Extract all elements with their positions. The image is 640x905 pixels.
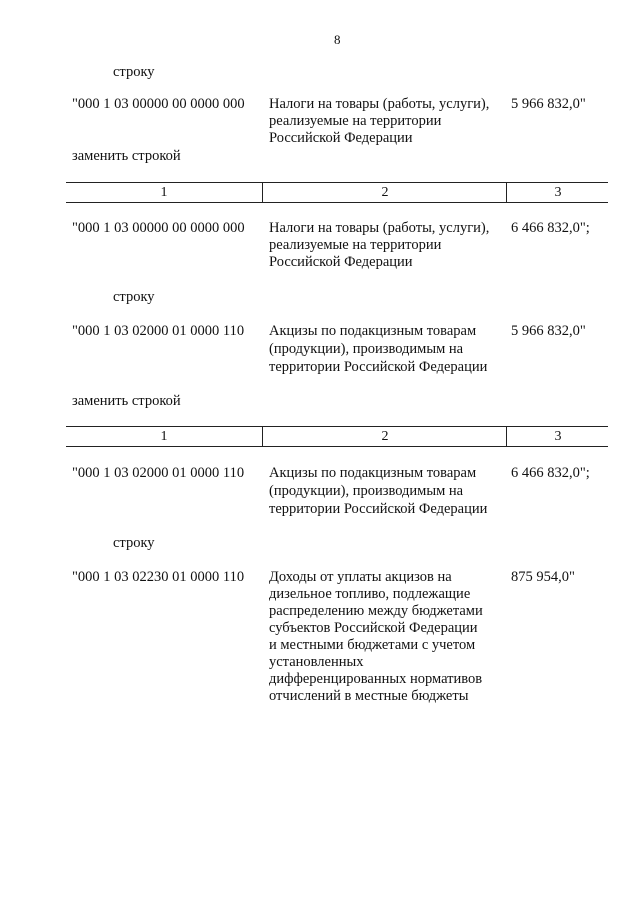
row-4-code: "000 1 03 02000 01 0000 110 bbox=[72, 465, 245, 481]
row-5-desc-line-8: отчислений в местные бюджеты bbox=[269, 688, 469, 704]
row-5-desc-line-4: субъектов Российской Федерации bbox=[269, 620, 478, 636]
row-2-desc-line-3: Российской Федерации bbox=[269, 254, 413, 270]
column-header-1-col-1: 1 bbox=[160, 185, 168, 200]
column-header-2-col-1: 1 bbox=[160, 429, 168, 444]
row-5-code: "000 1 03 02230 01 0000 110 bbox=[72, 569, 245, 585]
row-1-desc-line-1: Налоги на товары (работы, услуги), bbox=[269, 96, 490, 112]
label-replace-1: заменить строкой bbox=[72, 148, 181, 164]
row-3-desc-line-2: (продукции), производимым на bbox=[269, 341, 464, 357]
row-5-desc-line-3: распределению между бюджетами bbox=[269, 603, 483, 619]
row-3-value: 5 966 832,0" bbox=[511, 323, 586, 339]
column-header-2-col-2: 2 bbox=[262, 427, 507, 446]
row-3-desc-line-3: территории Российской Федерации bbox=[269, 359, 488, 375]
page-number: 8 bbox=[334, 32, 341, 47]
label-stroku-3: строку bbox=[113, 535, 155, 551]
row-5-desc-line-7: дифференцированных нормативов bbox=[269, 671, 483, 687]
row-5-desc-line-5: и местными бюджетами с учетом bbox=[269, 637, 476, 653]
row-4-desc-line-3: территории Российской Федерации bbox=[269, 501, 488, 517]
row-5-desc-line-1: Доходы от уплаты акцизов на bbox=[269, 569, 452, 585]
column-header-2 bbox=[66, 426, 608, 447]
row-3-desc-line-1: Акцизы по подакцизным товарам bbox=[269, 323, 477, 339]
row-4-desc-line-1: Акцизы по подакцизным товарам bbox=[269, 465, 477, 481]
row-5-desc-line-6: установленных bbox=[269, 654, 364, 670]
row-1-desc-line-2: реализуемые на территории bbox=[269, 113, 442, 129]
column-header-2-col-3: 3 bbox=[506, 427, 609, 446]
label-stroku-2: строку bbox=[113, 289, 155, 305]
row-2-desc-line-1: Налоги на товары (работы, услуги), bbox=[269, 220, 490, 236]
label-stroku-1: строку bbox=[113, 64, 155, 80]
row-1-code: "000 1 03 00000 00 0000 000 bbox=[72, 96, 245, 112]
column-header-1-col-2: 2 bbox=[262, 183, 507, 202]
row-3-code: "000 1 03 02000 01 0000 110 bbox=[72, 323, 245, 339]
row-5-value: 875 954,0" bbox=[511, 569, 575, 585]
row-2-value: 6 466 832,0"; bbox=[511, 220, 590, 236]
row-1-desc-line-3: Российской Федерации bbox=[269, 130, 413, 146]
row-2-desc-line-2: реализуемые на территории bbox=[269, 237, 442, 253]
row-2-code: "000 1 03 00000 00 0000 000 bbox=[72, 220, 245, 236]
row-1-value: 5 966 832,0" bbox=[511, 96, 586, 112]
column-header-1-col-3: 3 bbox=[506, 183, 609, 202]
row-5-desc-line-2: дизельное топливо, подлежащие bbox=[269, 586, 471, 602]
row-4-desc-line-2: (продукции), производимым на bbox=[269, 483, 464, 499]
column-header-1 bbox=[66, 182, 608, 203]
row-4-value: 6 466 832,0"; bbox=[511, 465, 590, 481]
label-replace-2: заменить строкой bbox=[72, 393, 181, 409]
